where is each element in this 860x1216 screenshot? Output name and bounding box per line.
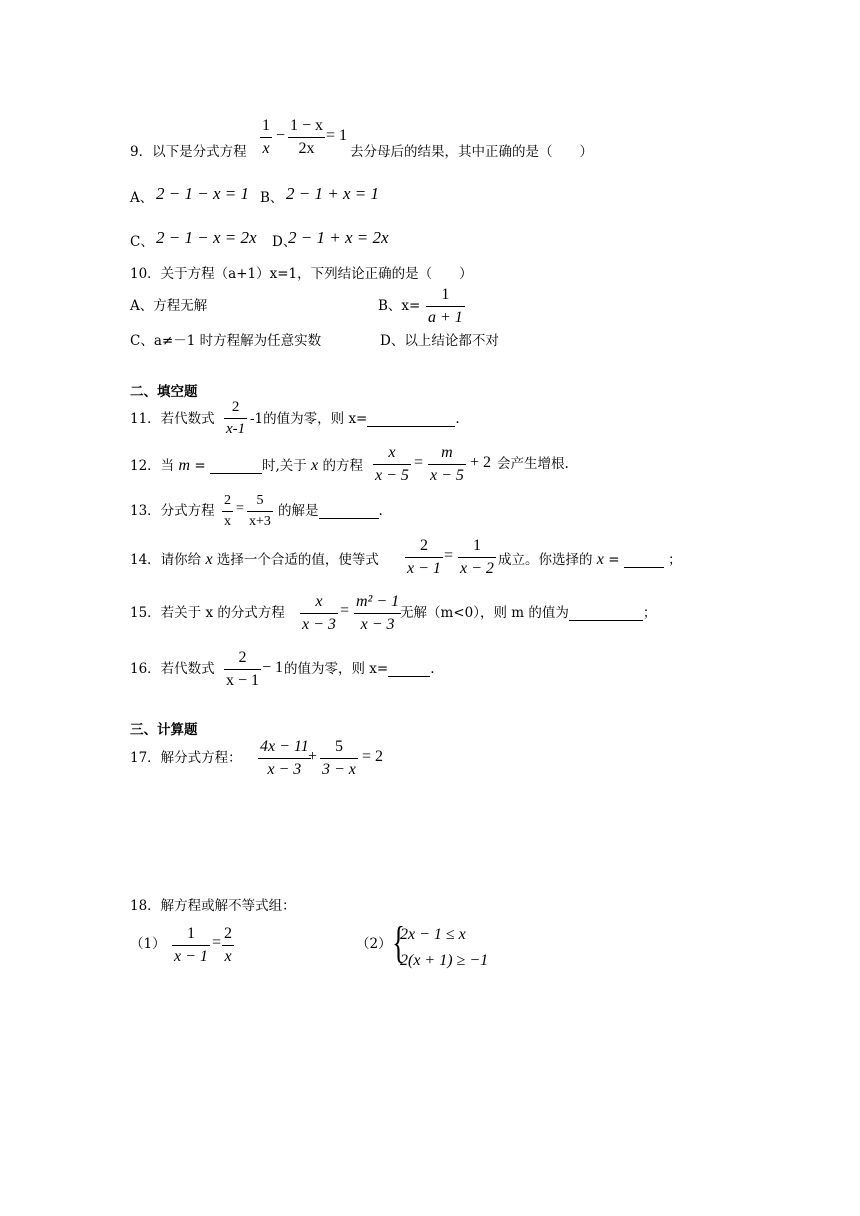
q9-fraction-1 xyxy=(260,118,272,157)
q13-fraction-2 xyxy=(247,494,273,529)
q14-eq2: = xyxy=(603,552,624,568)
q12-plus: + 2 xyxy=(470,454,492,471)
q12-pre: 12．当 xyxy=(130,458,175,474)
q17-f1-den: x − 3 xyxy=(267,761,302,778)
q13-end: . xyxy=(378,503,383,519)
q16-minus-one: − 1 xyxy=(262,659,284,676)
q11-end: . xyxy=(455,411,460,427)
q9-text-2: 去分母后的结果，其中正确的是（ ） xyxy=(350,144,593,160)
q9-option-c: 2 − 1 − x = 2x xyxy=(156,228,257,247)
q12-x: x xyxy=(311,457,319,474)
q12-equals: = xyxy=(414,454,424,471)
q10-text: 10．关于方程（a+1）x=1，下列结论正确的是（ ） xyxy=(130,266,473,282)
system-brace-icon: { xyxy=(392,918,405,967)
q9-option-d: 2 − 1 + x = 2x xyxy=(288,228,389,247)
q14-equals: = xyxy=(444,547,454,564)
q18-part1-label: （1） xyxy=(130,936,166,952)
q12-mid: 时,关于 xyxy=(261,458,307,474)
q12-f1-den: x − 5 xyxy=(375,467,409,484)
q15-f2-den: x − 3 xyxy=(360,616,395,633)
q14-x2: x xyxy=(596,551,604,568)
q11-post-1: -1 xyxy=(250,411,264,427)
q14-f2-den: x − 2 xyxy=(460,560,494,577)
q14-line xyxy=(130,552,379,568)
q15-end: ； xyxy=(642,605,657,621)
q17-plus: + xyxy=(308,748,318,765)
q17-fraction-1 xyxy=(258,739,311,778)
q14-pre: 14．请你给 xyxy=(130,552,202,568)
q15-fraction-1 xyxy=(300,594,338,633)
q16-answer-blank[interactable] xyxy=(388,676,430,677)
q9-f1-den: x xyxy=(262,140,270,157)
q9-minus: − xyxy=(276,127,286,144)
q9-f2-num: 1 − x xyxy=(290,117,324,134)
q12-mid2: 的方程 xyxy=(322,458,363,474)
q11-answer-blank[interactable] xyxy=(367,426,455,427)
q16-fraction xyxy=(224,650,261,689)
q9-option-c-label: C、 xyxy=(130,234,154,250)
q14-fraction-2 xyxy=(458,538,496,577)
q15-post xyxy=(400,607,656,621)
q15-f2-num: m² − 1 xyxy=(356,593,400,610)
q18-p1-fraction-2 xyxy=(222,926,234,965)
q14-post xyxy=(498,552,682,568)
q9-option-b-label: B、 xyxy=(260,190,284,206)
q9-option-a: 2 − 1 − x = 1 xyxy=(156,184,249,203)
q15-f1-den: x − 3 xyxy=(302,616,336,633)
q16-pre: 16．若代数式 xyxy=(130,661,215,677)
q9-option-a-label: A、 xyxy=(130,190,154,206)
q14-fraction-1 xyxy=(405,538,443,577)
q9-f1-num: 1 xyxy=(262,117,270,134)
q16-num: 2 xyxy=(238,649,247,666)
q14-post-text: 成立。你选择的 xyxy=(498,552,593,568)
q16-post xyxy=(284,663,435,677)
q15-pre: 15．若关于 x 的分式方程 xyxy=(130,605,285,621)
q11-fraction xyxy=(224,400,247,437)
q14-answer-blank[interactable] xyxy=(624,567,664,568)
q9-fraction-2 xyxy=(288,118,325,157)
q12-f1-num: x xyxy=(388,444,396,461)
q13-fraction-1 xyxy=(222,494,233,529)
q16-end: . xyxy=(430,661,435,677)
q13-pre: 13．分式方程 xyxy=(130,503,215,519)
q15-fraction-2 xyxy=(354,594,401,633)
q18-p1-f1-den: x − 1 xyxy=(174,948,208,965)
q13-post-text: 的解是 xyxy=(278,503,319,519)
q18-text: 18．解方程或解不等式组： xyxy=(130,898,296,914)
q18-p2-line-1: 2x − 1 ≤ x xyxy=(400,926,466,943)
q16-post-text: 的值为零，则 x= xyxy=(284,661,389,677)
q10-option-a: A、方程无解 xyxy=(130,298,208,314)
q13-equals: = xyxy=(236,501,244,516)
q14-f1-den: x − 1 xyxy=(407,560,441,577)
q10-option-b-fraction xyxy=(426,287,465,326)
q9-text-1: 9．以下是分式方程 xyxy=(130,144,247,160)
q12-fraction-2 xyxy=(428,445,466,484)
q14-end: ； xyxy=(668,552,682,568)
q13-post xyxy=(278,505,383,519)
q18-p1-f2-num: 2 xyxy=(224,925,232,942)
q18-p1-equals: = xyxy=(212,934,222,951)
q10-b-num: 1 xyxy=(441,286,450,303)
q12-m: m xyxy=(178,457,191,474)
q12-f2-den: x − 5 xyxy=(430,467,464,484)
q13-f1-num: 2 xyxy=(224,493,231,508)
q18-p1-f1-num: 1 xyxy=(186,925,195,942)
q12-eq: = xyxy=(190,458,210,474)
q11-post-2: 的值为零，则 x= xyxy=(263,411,368,427)
q14-f1-num: 2 xyxy=(419,537,428,554)
q15-f1-num: x xyxy=(315,593,323,610)
q13-f2-den: x+3 xyxy=(249,514,271,529)
q14-mid: 选择一个合适的值，使等式 xyxy=(216,552,379,568)
q14-f2-num: 1 xyxy=(472,537,481,554)
section-heading-fill-in: 二、填空题 xyxy=(130,384,198,400)
q13-f2-num: 5 xyxy=(256,493,264,508)
q9-rhs: = 1 xyxy=(326,127,348,144)
q17-pre: 17．解分式方程： xyxy=(130,750,242,766)
q18-p1-f2-den: x xyxy=(224,948,232,965)
q10-option-c: C、a≠－1 时方程解为任意实数 xyxy=(130,333,322,349)
q14-x: x xyxy=(205,551,213,568)
q17-f1-num: 4x − 11 xyxy=(260,738,309,755)
q18-p2-line-2: 2(x + 1) ≥ −1 xyxy=(400,952,489,969)
q9-option-d-label: D、 xyxy=(272,234,297,250)
q15-post-text: 无解（m<0），则 m 的值为 xyxy=(400,605,569,621)
q11-post xyxy=(250,413,460,427)
q15-equals: = xyxy=(340,602,350,619)
section-heading-calculation: 三、计算题 xyxy=(130,722,198,738)
q9-option-b: 2 − 1 + x = 1 xyxy=(286,184,379,203)
q17-f2-num: 5 xyxy=(334,738,343,755)
q17-fraction-2 xyxy=(320,739,358,778)
q12-answer-blank[interactable] xyxy=(210,473,262,474)
q15-answer-blank[interactable] xyxy=(569,620,643,621)
q13-f1-den: x xyxy=(224,514,231,529)
q17-f2-den: 3 − x xyxy=(322,761,356,778)
q16-den: x − 1 xyxy=(226,672,260,689)
q11-den: x-1 xyxy=(226,421,246,437)
q12-fraction-1 xyxy=(373,445,411,484)
q18-part2-label: （2） xyxy=(356,936,392,952)
q12-f2-num: m xyxy=(441,444,453,461)
q11-num: 2 xyxy=(231,399,240,415)
q10-option-d: D、以上结论都不对 xyxy=(380,333,499,349)
q13-answer-blank[interactable] xyxy=(319,518,379,519)
q18-p1-fraction-1 xyxy=(172,926,210,965)
q17-rhs: = 2 xyxy=(362,748,384,765)
q10-b-den: a + 1 xyxy=(428,309,463,326)
q12-post: 会产生增根. xyxy=(497,456,569,472)
q9-f2-den: 2x xyxy=(298,140,315,157)
q11-pre: 11．若代数式 xyxy=(130,411,215,427)
q12-line xyxy=(130,458,363,474)
q10-option-b-label: B、x= xyxy=(378,298,421,314)
